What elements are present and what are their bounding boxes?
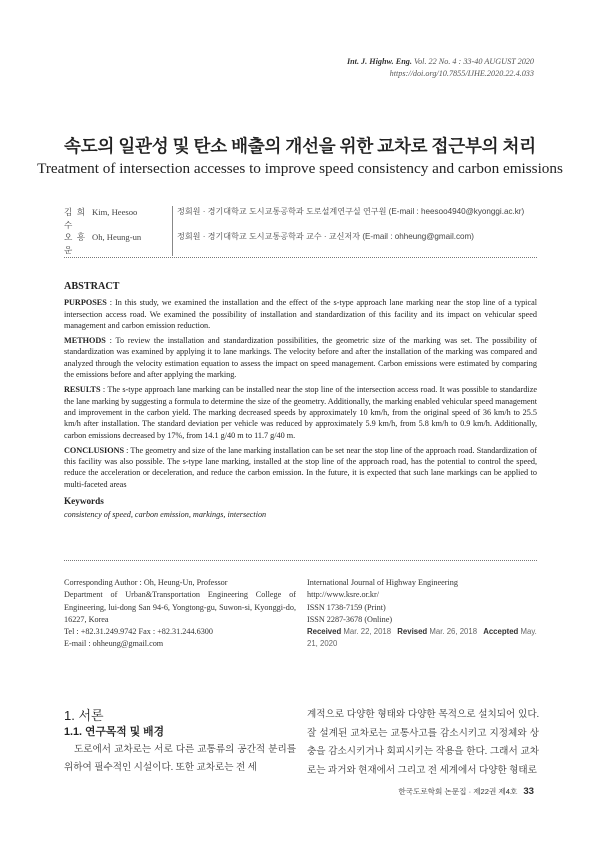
corr-phone: Tel : +82.31.249.9742 Fax : +82.31.244.6300 [64, 627, 213, 637]
methods-label: METHODS [64, 336, 106, 346]
corr-line: Corresponding Author : Oh, Heung-Un, Professor [64, 578, 228, 587]
journal-url[interactable]: http://www.ksre.or.kr/ [307, 590, 380, 600]
abstract-methods [64, 335, 537, 380]
author-name-en: Kim, Heesoo [92, 207, 138, 217]
author-name-ko: 오 흥 운 [64, 232, 86, 255]
page-footer [398, 786, 534, 797]
accepted-date: May. 21, 2020 [307, 627, 537, 649]
journal-name: International Journal of Highway Engineering [307, 578, 458, 587]
abstract-conclusions [64, 445, 537, 490]
subsection-heading: 1.1. 연구목적 및 배경 [64, 726, 165, 738]
article-dates [307, 626, 547, 651]
author-name-en: Oh, Heung-un [92, 232, 142, 242]
abstract-heading: ABSTRACT [64, 281, 120, 292]
doi-link[interactable]: https://doi.org/10.7855/IJHE.2020.22.4.033 [389, 69, 534, 78]
purposes-text: : In this study, we examined the installation and the effect of the s-type approach lane marking near the stop line of a typical intersection access road. We examined the possibility of installation and standardization of this facility and its impact on vehicular speed management and carbon emission reduction. [64, 298, 537, 330]
journal-abbrev: Int. J. Highw. Eng. [346, 57, 412, 66]
results-label: RESULTS [64, 385, 101, 395]
divider [64, 560, 537, 561]
title-korean: 속도의 일관성 및 탄소 배출의 개선을 위한 교차로 접근부의 처리 [64, 136, 536, 156]
purposes-label: PURPOSES [64, 298, 107, 308]
title-english: Treatment of intersection accesses to improve speed consistency and carbon emissions [37, 160, 563, 177]
methods-text: : To review the installation and standardization possibilities, the geometric size of the marking was set. The possibility of standardization was examined by applying it to lane markings. The velocity before and after the installation of the marking was compared and analyzed through the velocity estimation equation to assess the impact on speed management. Carbon emissions were estimated by comparing the emissions before and after applying the marking. [64, 336, 537, 380]
section-heading: 1. 서론 [64, 708, 104, 723]
journal-citation [347, 56, 534, 80]
keywords-text: consistency of speed, carbon emission, markings, intersection [64, 510, 267, 520]
received-date: Mar. 22, 2018 [343, 627, 392, 637]
revised-date: Mar. 26, 2018 [429, 627, 478, 637]
keywords-heading: Keywords [64, 496, 104, 507]
corresponding-author [64, 577, 296, 651]
abstract-purposes [64, 297, 537, 331]
accepted-label: Accepted [483, 627, 519, 637]
author-row [64, 231, 524, 256]
author-affiliation: 정회원 · 경기대학교 도시교통공학과 교수 · 교신저자 (E-mail : ohheung@gmail.com) [172, 231, 474, 256]
page-number: 33 [523, 786, 534, 797]
conclusions-text: : The geometry and size of the lane marking installation can be set near the stop line of the approach road. Standardization of this facility was also possible. The s-type lane marking, installed at the stop line of the approach road, has the potential to control the speed, reduce the acceleration or deceleration, and reduce the carbon emission. In the future, it is expected that such lane markings can be applied to multi-faceted areas [64, 445, 537, 489]
journal-volume: Vol. 22 No. 4 : 33-40 AUGUST 2020 [413, 57, 534, 66]
author-list [64, 206, 524, 256]
author-affiliation: 정회원 · 경기대학교 도시교통공학과 도로설계연구실 연구원 (E-mail : heesoo4940@kyonggi.ac.kr) [172, 206, 524, 231]
author-row [64, 206, 524, 231]
body-text-left: 도로에서 교차로는 서로 다른 교통류의 공간적 분리를 위하여 필수적인 시설이다. 또한 교차로는 전 세 [64, 744, 296, 773]
footer-journal: 한국도로학회 논문집 · 제22권 제4호 [398, 787, 518, 796]
author-name-ko: 김 희 수 [64, 207, 86, 230]
issn-online: ISSN 2287-3678 (Online) [307, 614, 393, 624]
divider [64, 257, 537, 258]
corr-address: Department of Urban&Transportation Engineering College of Engineering, lui-dong San 94-6, Yongtong-gu, Suwon-si, Kyonggi-do, 16227, Korea [64, 590, 296, 624]
journal-info [307, 577, 547, 651]
revised-label: Revised [397, 627, 428, 637]
conclusions-label: CONCLUSIONS [64, 445, 125, 455]
corr-email[interactable]: E-mail : ohheung@gmail.com [64, 639, 164, 649]
body-text-right: 계적으로 다양한 형태와 다양한 목적으로 설치되어 있다. 잘 설계된 교차로는 교통사고를 감소시키고 지정체와 상충을 감소시키거나 회피시키는 작용을 한다. 그래서 교차로는 과거와 현재에서 그리고 전 세계에서 다양한 형태로 [307, 709, 539, 776]
abstract-results [64, 384, 537, 440]
results-text: : The s-type approach lane marking can be installed near the stop line of the intersection access road. It was possible to standardize the lane marking by suggesting a formula to determine the size of the geometry. Additionally, the marking enabled vehicular speed management and improvement in the carbon yield. The marking decreased speeds by approximately 10 km/h, from the original speed of 36 km/h to 25.5 km/h after installation. The standard deviation per vehicle was reduced by approximately 5.9 km/h, from 5.8 km/h to 0.9 km/h. Additionally, carbon emissions decreased by 17%, from 14.1 g/40 m to 11.7 g/40 m. [64, 385, 537, 440]
received-label: Received [307, 627, 342, 637]
issn-print: ISSN 1738-7159 (Print) [307, 602, 386, 612]
abstract-section [64, 281, 537, 521]
